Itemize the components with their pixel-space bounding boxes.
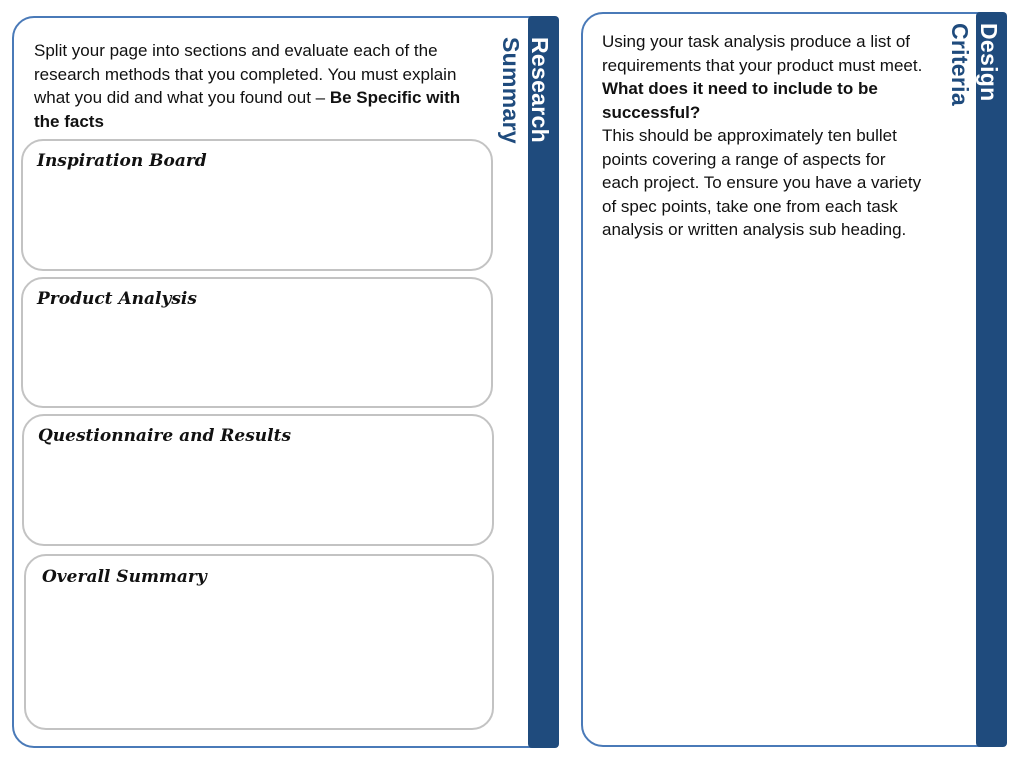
design-criteria-title-line1: Design <box>976 23 1002 102</box>
overall-summary-label: Overall Summary <box>42 567 207 587</box>
research-summary-instructions-text: Split your page into sections and evaluate each of the research methods that you completed. You must explain what you did and what you found out – <box>34 41 457 107</box>
research-summary-instructions-emphasis: Be Specific with the facts <box>34 88 461 131</box>
design-criteria-title-line2: Criteria <box>947 23 973 106</box>
design-criteria-side-bar <box>976 12 1007 747</box>
overall-summary-box[interactable] <box>24 554 494 730</box>
research-summary-instructions <box>34 39 479 133</box>
inspiration-board-label: Inspiration Board <box>37 151 207 171</box>
design-criteria-title <box>945 23 1003 106</box>
research-summary-title <box>496 37 554 144</box>
research-summary-title-line1: Research <box>527 37 553 143</box>
research-summary-title-line2: Summary <box>498 37 524 144</box>
product-analysis-box[interactable] <box>21 277 493 408</box>
design-criteria-instructions <box>602 30 927 242</box>
product-analysis-label: Product Analysis <box>37 289 197 309</box>
design-criteria-instructions-emphasis: What does it need to include to be successful? <box>602 79 878 122</box>
inspiration-board-box[interactable] <box>21 139 493 271</box>
design-criteria-instructions-text: Using your task analysis produce a list of requirements that your product must meet. <box>602 32 923 75</box>
design-criteria-instructions-detail: This should be approximately ten bullet points covering a range of aspects for each project. To ensure you have a variety of spec points, take one from each task analysis or written analysis sub heading. <box>602 126 922 239</box>
questionnaire-results-label: Questionnaire and Results <box>38 426 292 446</box>
questionnaire-results-box[interactable] <box>22 414 494 546</box>
